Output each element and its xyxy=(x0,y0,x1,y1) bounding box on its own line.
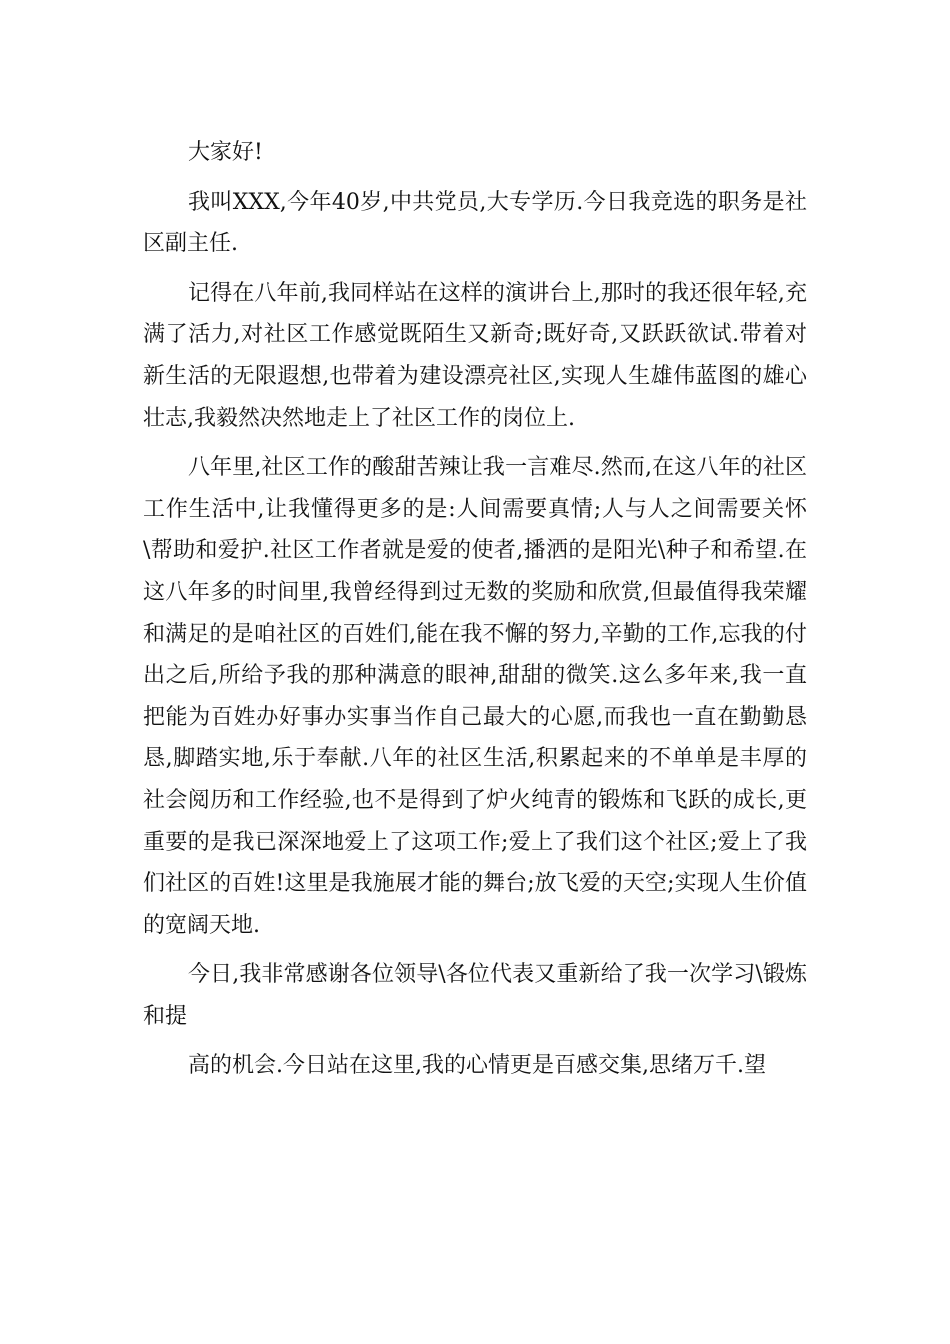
paragraph-opportunity: 高的机会.今日站在这里,我的心情更是百感交集,思绪万千.望 xyxy=(188,1053,766,1079)
paragraph-memory: 记得在八年前,我同样站在这样的演讲台上,那时的我还很年轻,充满了活力,对社区工作感觉既陌生又新奇;既好奇,又跃跃欲试.带着对新生活的无限遐想,也带着为建设漂亮社区,实现人生雄伟蓝图的雄心壮志,我毅然决然地走上了社区工作的岗位上. xyxy=(143,280,807,431)
paragraph-greeting: 大家好! xyxy=(188,140,263,165)
paragraph-eight-years: 八年里,社区工作的酸甜苦辣让我一言难尽.然而,在这八年的社区工作生活中,让我懂得更多的是:人间需要真情;人与人之间需要关怀\帮助和爱护.社区工作者就是爱的使者,播洒的是阳光\种子和希望.在这八年多的时间里,我曾经得到过无数的奖励和欣赏,但最值得我荣耀和满足的是咱社区的百姓们,能在我不懈的努力,辛勤的工作,忘我的付出之后,所给予我的那种满意的眼神,甜甜的微笑.这么多年来,我一直把能为百姓办好事办实事当作自己最大的心愿,而我也一直在勤勤恳恳,脚踏实地,乐于奉献.八年的社区生活,积累起来的不单单是丰厚的社会阅历和工作经验,也不是得到了炉火纯青的锻炼和飞跃的成长,更重要的是我已深深地爱上了这项工作;爱上了我们这个社区;爱上了我们社区的百姓!这里是我施展才能的舞台;放飞爱的天空;实现人生价值的宽阔天地. xyxy=(143,455,807,938)
speech-text-body xyxy=(143,132,807,1095)
paragraph-self-introduction: 我叫XXX,今年40岁,中共党员,大专学历.今日我竞选的职务是社区副主任. xyxy=(143,189,807,257)
paragraph-thanks: 今日,我非常感谢各位领导\各位代表又重新给了我一次学习\锻炼和提 xyxy=(143,962,807,1029)
